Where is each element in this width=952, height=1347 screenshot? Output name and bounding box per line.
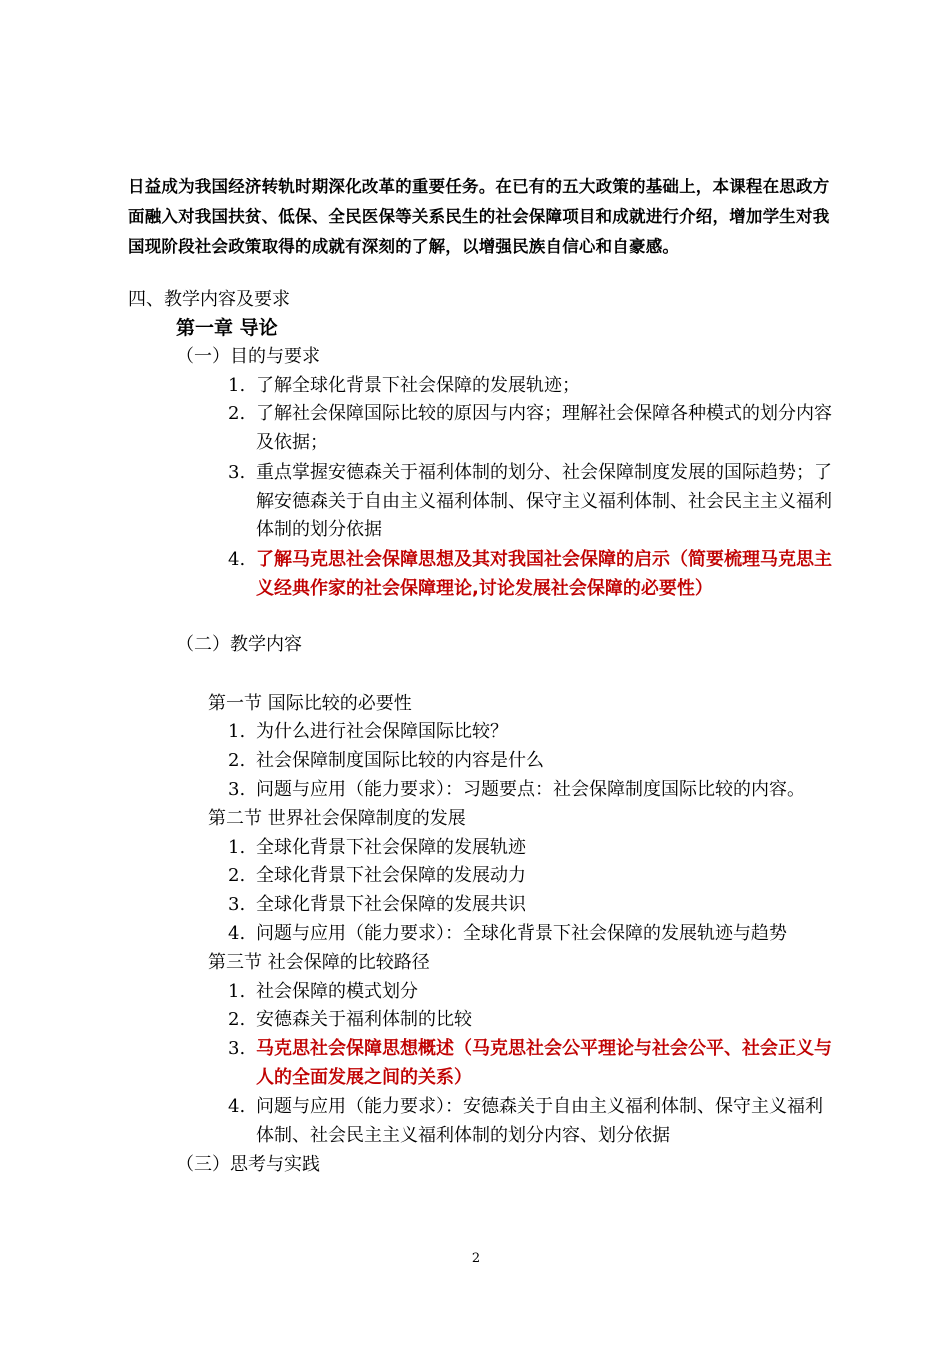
part2-title: （二）教学内容 (176, 634, 302, 655)
list-item: 重点掌握安德森关于福利体制的划分、社会保障制度发展的国际趋势；了解安德森关于自由主义福利体制、保守主义福利体制、社会民主主义福利体制的划分依据 (256, 462, 832, 540)
item-number: 3. (228, 462, 246, 483)
item-number: 3. (228, 779, 246, 800)
item-number: 4. (228, 549, 246, 570)
list-item-highlight: 马克思社会保障思想概述（马克思社会公平理论与社会公平、社会正义与人的全面发展之间的关系） (256, 1038, 832, 1088)
sec2-title: 第二节 世界社会保障制度的发展 (208, 808, 466, 829)
page-number: 2 (471, 1251, 481, 1266)
sec3-title: 第三节 社会保障的比较路径 (208, 952, 430, 973)
list-item: 了解社会保障国际比较的原因与内容；理解社会保障各种模式的划分内容及依据； (256, 403, 832, 453)
part3-title: （三）思考与实践 (176, 1154, 320, 1175)
list-item: 全球化背景下社会保障的发展动力 (256, 865, 526, 886)
list-item: 问题与应用（能力要求）：安德森关于自由主义福利体制、保守主义福利体制、社会民主主义福利体制的划分内容、划分依据 (256, 1096, 823, 1146)
item-number: 4. (228, 1096, 246, 1117)
list-item: 问题与应用（能力要求）：全球化背景下社会保障的发展轨迹与趋势 (256, 923, 787, 944)
chapter-title: 第一章 导论 (176, 317, 278, 339)
item-number: 2. (228, 750, 246, 771)
item-number: 2. (228, 403, 246, 424)
list-item: 全球化背景下社会保障的发展轨迹 (256, 837, 526, 858)
item-number: 3. (228, 1038, 246, 1059)
list-item: 全球化背景下社会保障的发展共识 (256, 894, 526, 915)
part1-title: （一）目的与要求 (176, 346, 320, 367)
item-number: 2. (228, 1009, 246, 1030)
list-item: 问题与应用（能力要求）：习题要点：社会保障制度国际比较的内容。 (256, 779, 805, 800)
intro-paragraph: 日益成为我国经济转轨时期深化改革的重要任务。在已有的五大政策的基础上，本课程在思政方面融入对我国扶贫、低保、全民医保等关系民生的社会保障项目和成就进行介绍，增加学生对我国现阶段社会政策取得的成就有深刻的了解，以增强民族自信心和自豪感。 (128, 177, 830, 256)
list-item: 社会保障的模式划分 (256, 981, 418, 1002)
item-number: 1. (228, 981, 246, 1002)
sec1-title: 第一节 国际比较的必要性 (208, 693, 412, 714)
item-number: 1. (228, 837, 246, 858)
list-item: 安德森关于福利体制的比较 (256, 1009, 472, 1030)
item-number: 1. (228, 721, 246, 742)
section-heading: 四、教学内容及要求 (128, 289, 290, 310)
list-item: 为什么进行社会保障国际比较？ (256, 721, 508, 742)
item-number: 4. (228, 923, 246, 944)
item-number: 1. (228, 375, 246, 396)
list-item-highlight: 了解马克思社会保障思想及其对我国社会保障的启示（简要梳理马克思主义经典作家的社会保障理论,讨论发展社会保障的必要性） (256, 549, 832, 599)
item-number: 2. (228, 865, 246, 886)
list-item: 了解全球化背景下社会保障的发展轨迹； (256, 375, 580, 396)
item-number: 3. (228, 894, 246, 915)
list-item: 社会保障制度国际比较的内容是什么 (256, 750, 544, 771)
